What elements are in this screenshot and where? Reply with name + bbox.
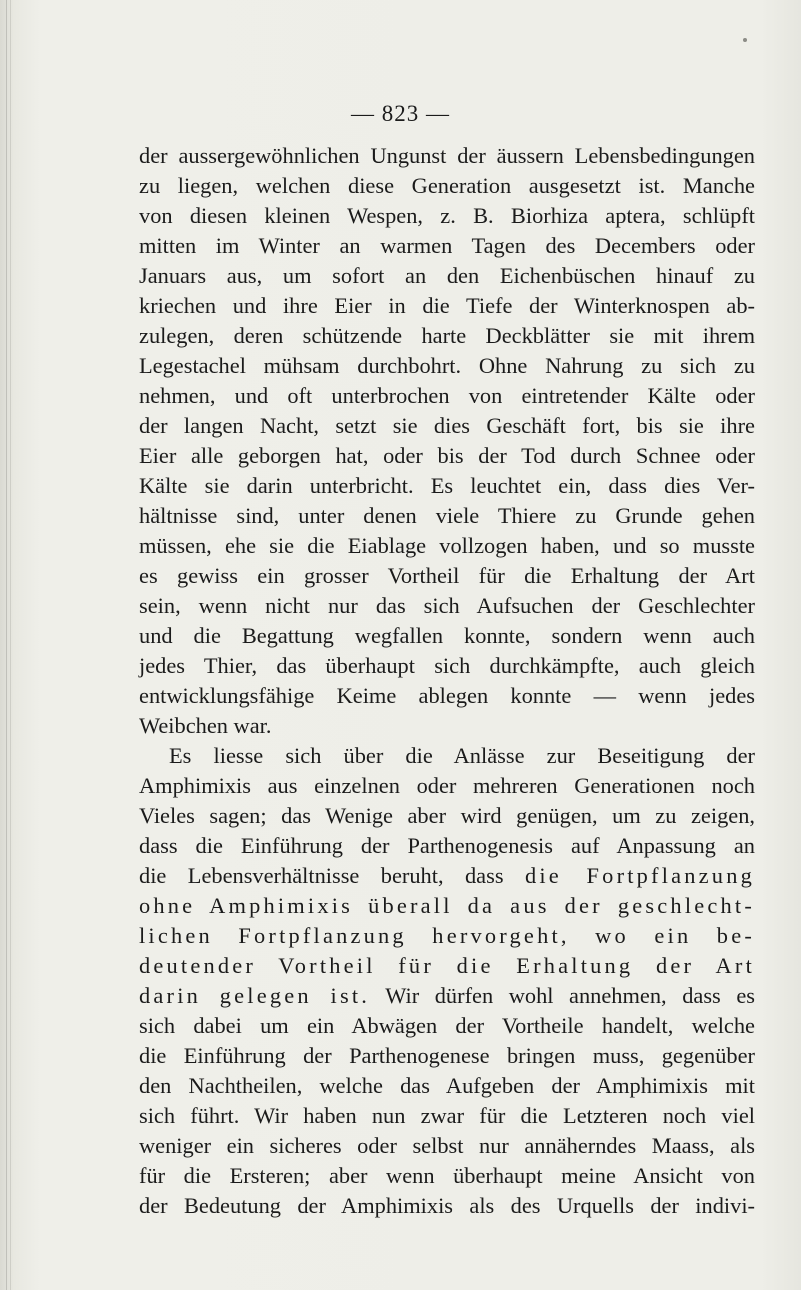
text-line: Weibchen war. [139, 713, 272, 738]
text-line: jedes Thier, das überhaupt sich durchkämpfte, auch gleich [139, 653, 755, 678]
text-line: der langen Nacht, setzt sie dies Geschäft fort, bis sie ihre [139, 413, 755, 438]
text-line: den Nachtheilen, welche das Aufgeben der Amphimixis mit [139, 1073, 755, 1098]
text-line [139, 861, 755, 891]
text-run: die Lebensverhältnisse beruht, dass [139, 863, 504, 888]
page-edge-shadow [10, 0, 11, 1290]
text-line: zulegen, deren schützende harte Deckblätter sie mit ihrem [139, 323, 755, 348]
paper-speck [743, 38, 747, 42]
text-line: Januars aus, um sofort an den Eichenbüschen hinauf zu [139, 263, 755, 288]
text-line: für die Ersteren; aber wenn überhaupt meine Ansicht von [139, 1163, 755, 1188]
text-line: hältnisse sind, unter denen viele Thiere zu Grunde gehen [139, 503, 755, 528]
text-line: Es liesse sich über die Anlässe zur Beseitigung der [169, 743, 755, 768]
text-line: Legestachel mühsam durchbohrt. Ohne Nahrung zu sich zu [139, 353, 755, 378]
text-line: Vieles sagen; das Wenige aber wird genügen, um zu zeigen, [139, 803, 755, 828]
text-line: sein, wenn nicht nur das sich Aufsuchen der Geschlechter [139, 593, 755, 618]
text-line: es gewiss ein grosser Vortheil für die Erhaltung der Art [139, 563, 755, 588]
page-edge-shadow [6, 0, 7, 1290]
text-line: und die Begattung wegfallen konnte, sondern wenn auch [139, 623, 755, 648]
text-line: müssen, ehe sie die Eiablage vollzogen haben, und so musste [139, 533, 755, 558]
paragraph-1 [139, 141, 755, 741]
text-line: nehmen, und oft unterbrochen von eintretender Kälte oder [139, 383, 755, 408]
page-number: — 823 — [351, 101, 450, 126]
text-line: sich dabei um ein Abwägen der Vortheile handelt, welche [139, 1013, 755, 1038]
paragraph-2 [139, 741, 755, 1221]
text-line-spaced: lichen Fortpflanzung hervorgeht, wo ein be- [139, 923, 755, 948]
text-line: kriechen und ihre Eier in die Tiefe der Winterknospen ab- [139, 293, 755, 318]
body-text [139, 141, 755, 1221]
text-line: dass die Einführung der Parthenogenesis auf Anpassung an [139, 833, 755, 858]
spaced-emphasis: die Fortpflanzung [524, 863, 755, 888]
text-line: der aussergewöhnlichen Ungunst der äussern Lebensbedingungen [139, 143, 755, 168]
text-line: weniger ein sicheres oder selbst nur annäherndes Maass, als [139, 1133, 755, 1158]
text-run: Wir dürfen wohl annehmen, dass es [385, 983, 755, 1008]
text-line [139, 981, 755, 1011]
text-line-spaced: deutender Vortheil für die Erhaltung der Art [139, 953, 755, 978]
text-line: mitten im Winter an warmen Tagen des Decembers oder [139, 233, 755, 258]
spaced-emphasis: darin gelegen ist. [139, 983, 371, 1008]
text-line: von diesen kleinen Wespen, z. B. Biorhiza aptera, schlüpft [139, 203, 755, 228]
text-line: Amphimixis aus einzelnen oder mehreren Generationen noch [139, 773, 755, 798]
text-line: entwicklungsfähige Keime ablegen konnte — wenn jedes [139, 683, 755, 708]
text-line: sich führt. Wir haben nun zwar für die Letzteren noch viel [139, 1103, 755, 1128]
text-line: Kälte sie darin unterbricht. Es leuchtet ein, dass dies Ver- [139, 473, 755, 498]
text-line-spaced: ohne Amphimixis überall da aus der geschlecht- [139, 893, 755, 918]
text-line: der Bedeutung der Amphimixis als des Urquells der indivi- [139, 1193, 755, 1218]
text-line: zu liegen, welchen diese Generation ausgesetzt ist. Manche [139, 173, 755, 198]
text-line: Eier alle geborgen hat, oder bis der Tod durch Schnee oder [139, 443, 755, 468]
text-line: die Einführung der Parthenogenese bringen muss, gegenüber [139, 1043, 755, 1068]
